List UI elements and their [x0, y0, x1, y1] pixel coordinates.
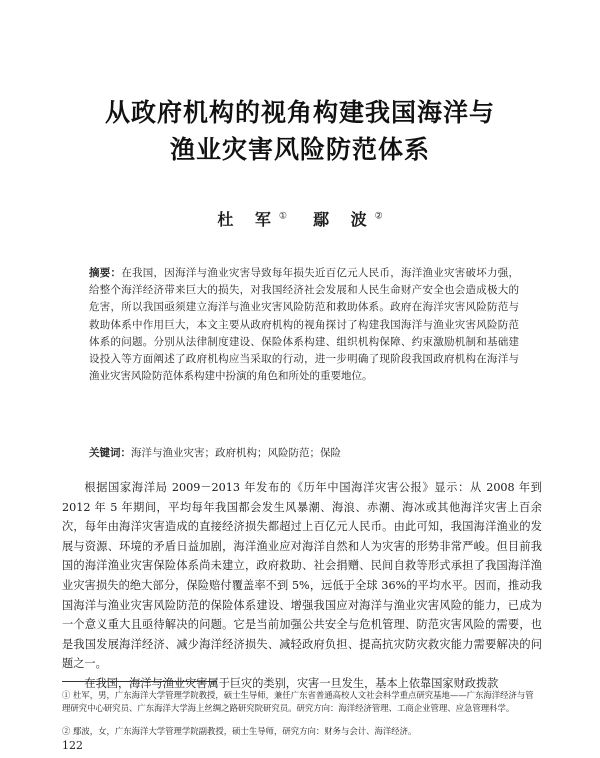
- author-name: 鄢 波: [313, 210, 375, 229]
- footnote-mark: ②: [374, 211, 383, 222]
- author-name: 杜 军: [217, 210, 279, 229]
- footnote-divider: [62, 681, 217, 682]
- page-number: 122: [62, 739, 83, 752]
- body-text: [62, 478, 542, 694]
- body-paragraph: 根据国家海洋局 2009－2013 年发布的《历年中国海洋灾害公报》显示：从 2008 年到 2012 年 5 年期间，平均每年我国都会发生风暴潮、海浪、赤潮、海冰或其他海洋灾害上百余次，每年由海洋灾害造成的直接经济损失都超过上百亿元人民币。由此可知，我国海洋渔业的发展与资源、环境的矛盾日益加剧，海洋渔业应对海洋自然和人为灾害的形势非常严峻。但目前我国的海洋渔业灾害保险体系尚未建立，政府救助、社会捐赠、民间自救等形式承担了我国海洋渔业灾害损失的绝大部分，保险赔付覆盖率不到 5%，远低于全球 36%的平均水平。因而，推动我国海洋与渔业灾害风险防范的保险体系建设、增强我国应对海洋与渔业灾害风险的能力，已成为一个意义重大且亟待解决的问题。它是当前加强公共安全与危机管理、防范灾害风险的需要，也是我国发展海洋经济、减少海洋经济损失、减轻政府负担、提高抗灾防灾救灾能力需要解决的问题之一。: [62, 481, 542, 671]
- keywords-label: 关键词：: [89, 447, 131, 459]
- body-paragraph: 在我国，海洋与渔业灾害属于巨灾的类别，灾害一旦发生，基本上依靠国家财政拨款: [84, 676, 499, 690]
- footnote-mark: ①: [278, 211, 287, 222]
- abstract: [89, 265, 519, 385]
- footnote: ① 杜军，男，广东海洋大学管理学院教授，硕士生导师，兼任广东省普通高校人文社会科学重点研究基地——广东海洋经济与管理研究中心研究员、广东海洋大学海上丝绸之路研究院研究员。研究方向：海洋经济管理、工商企业管理、应急管理科学。: [62, 690, 534, 713]
- paper-title-line1: 从政府机构的视角构建我国海洋与: [104, 98, 495, 127]
- abstract-label: 摘要：: [89, 267, 122, 279]
- author-line: [0, 207, 600, 230]
- paper-title-line2: 渔业灾害风险防范体系: [169, 135, 430, 164]
- keywords: [89, 445, 519, 462]
- abstract-text: 在我国，因海洋与渔业灾害导致每年损失近百亿元人民币，海洋渔业灾害破坏力强，给整个海洋经济带来巨大的损失，对我国经济社会发展和人民生命财产安全也会造成极大的危害，所以我国亟须建立海洋与渔业灾害风险防范和救助体系。政府在海洋灾害风险防范与救助体系中作用巨大，本文主要从政府机构的视角探讨了构建我国海洋与渔业灾害风险防范体系的问题。分别从法律制度建设、保险体系构建、组织机构保障、约束激励机制和基础建设投入等方面阐述了政府机构应当采取的行动，进一步明确了现阶段我国政府机构在海洋与渔业灾害风险防范体系构建中扮演的角色和所处的重要地位。: [89, 267, 520, 383]
- footnote: ② 鄢波，女，广东海洋大学管理学院副教授，硕士生导师，研究方向：财务与会计、海洋经济。: [62, 726, 417, 736]
- keywords-text: 海洋与渔业灾害；政府机构；风险防范；保险: [131, 447, 341, 459]
